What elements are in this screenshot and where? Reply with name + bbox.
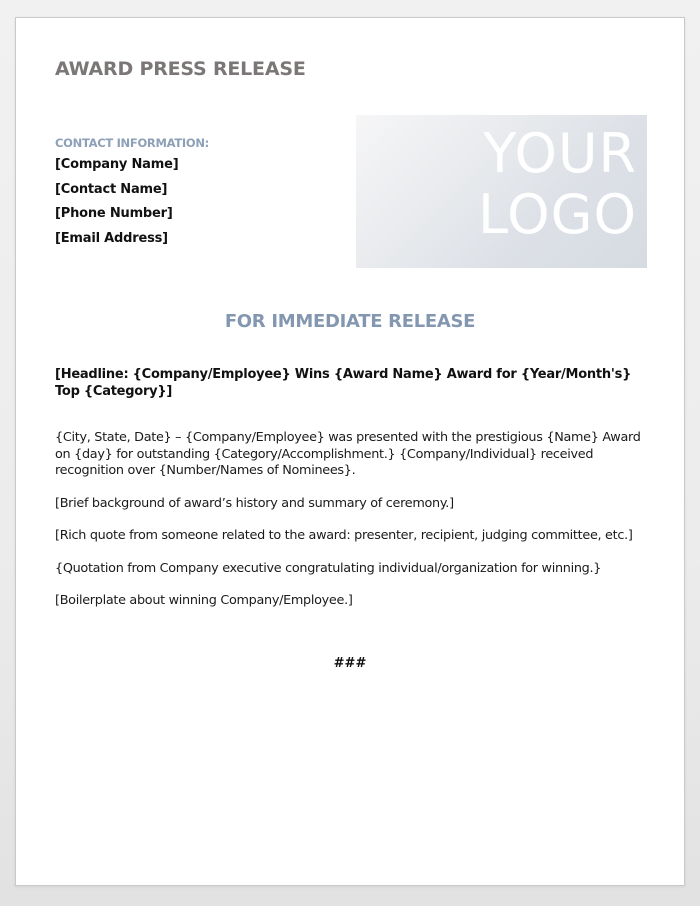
- for-immediate-release-label: FOR IMMEDIATE RELEASE: [224, 311, 476, 332]
- quote-paragraph: [Rich quote from someone related to the award: presenter, recipient, judging committee, etc.]: [55, 528, 633, 543]
- background-paragraph: [Brief background of award’s history and summary of ceremony.]: [55, 495, 454, 511]
- lead-paragraph: {City, State, Date} – {Company/Employee} was presented with the prestigious {Name} Award on {day} for outstanding {Category/Accomplishment.} {Company/Individual} received recognition over {Number/Names of Nominees}.: [55, 430, 641, 478]
- contact-information-header: CONTACT INFORMATION:: [55, 136, 209, 150]
- logo-line-2: LOGO: [477, 183, 637, 246]
- contact-phone-number: [Phone Number]: [55, 206, 173, 221]
- press-release-body: [55, 430, 655, 626]
- logo-placeholder: [356, 115, 647, 268]
- document-page: [15, 17, 685, 886]
- boilerplate-paragraph: [Boilerplate about winning Company/Employee.]: [55, 593, 353, 608]
- document-title: AWARD PRESS RELEASE: [55, 58, 306, 80]
- contact-information-block: [55, 136, 209, 254]
- logo-line-1: YOUR: [483, 122, 637, 185]
- contact-person-name: [Contact Name]: [55, 181, 168, 197]
- executive-quote-paragraph: {Quotation from Company executive congratulating individual/organization for winning.}: [55, 560, 602, 576]
- end-of-release-mark: ###: [333, 656, 367, 671]
- logo-placeholder-text: [478, 123, 637, 245]
- contact-email-address: [Email Address]: [55, 230, 168, 246]
- contact-company-name: [Company Name]: [55, 157, 179, 172]
- press-release-headline: [Headline: {Company/Employee} Wins {Award Name} Award for {Year/Month's} Top {Category}]: [55, 367, 632, 399]
